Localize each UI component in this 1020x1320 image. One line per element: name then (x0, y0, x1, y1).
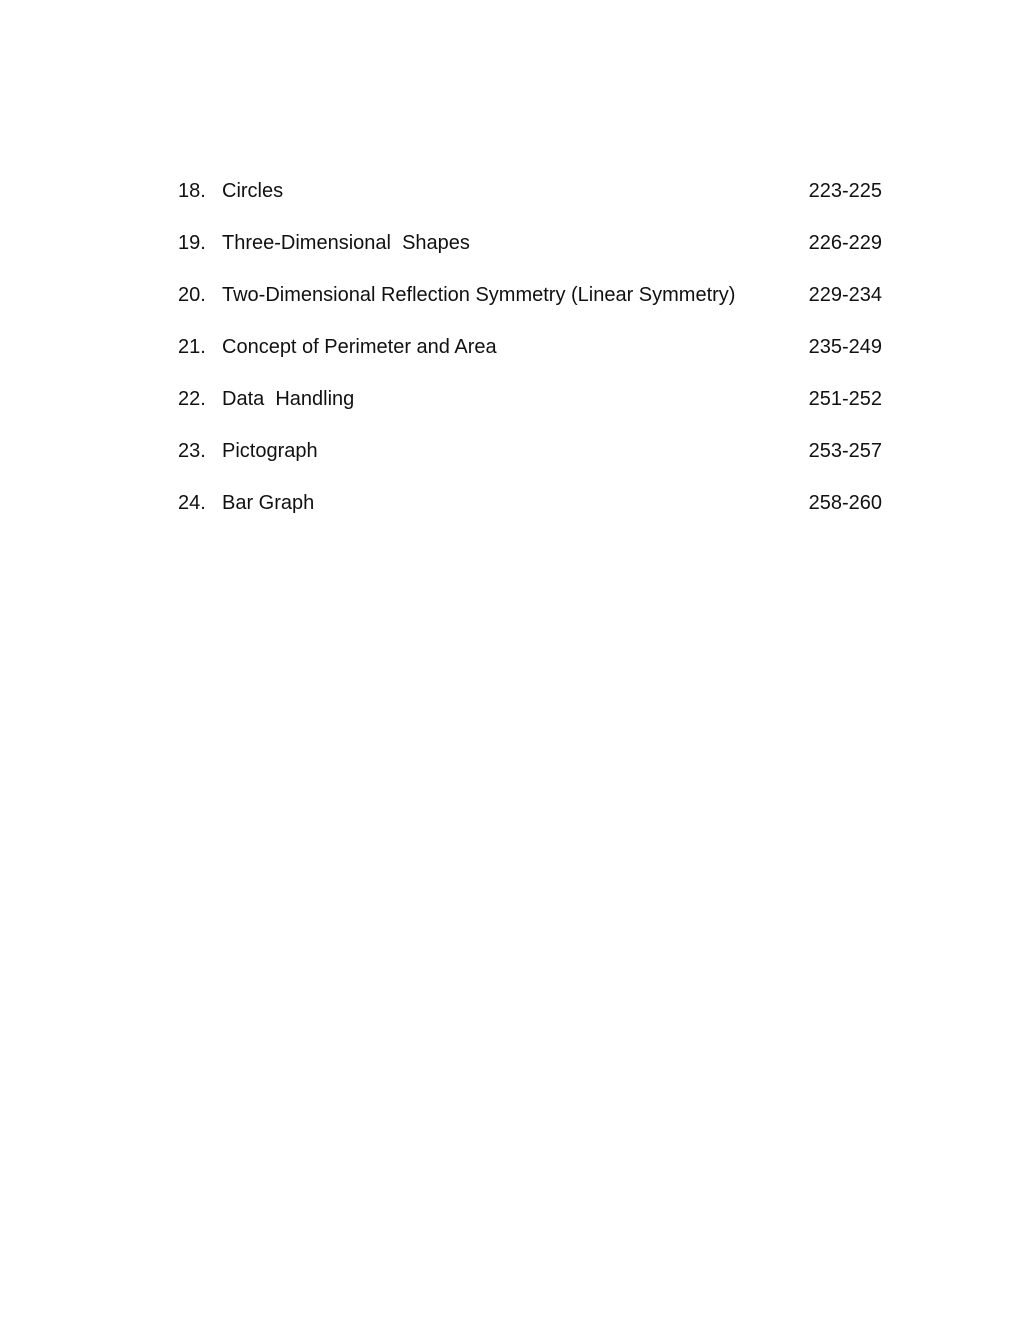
toc-entry-22 (178, 386, 882, 438)
toc-entry-title: Three-Dimensional Shapes (222, 232, 470, 254)
toc-entry-20 (178, 282, 882, 334)
toc-entry-title: Pictograph (222, 440, 318, 462)
toc-entry-21 (178, 334, 882, 386)
toc-entry-pages: 235-249 (808, 336, 882, 358)
toc-entry-title: Circles (222, 180, 284, 202)
toc-entry-number: 23. (178, 440, 206, 462)
table-of-contents (178, 178, 882, 542)
toc-entry-24 (178, 490, 882, 542)
toc-entry-pages: 223-225 (808, 180, 882, 202)
toc-entry-title: Data Handling (222, 388, 355, 410)
toc-entry-number: 19. (178, 232, 206, 254)
toc-entry-pages: 253-257 (808, 440, 882, 462)
toc-entry-number: 20. (178, 284, 206, 306)
toc-entry-title: Bar Graph (222, 492, 315, 514)
toc-entry-18 (178, 178, 882, 230)
toc-entry-number: 22. (178, 388, 206, 410)
toc-entry-19 (178, 230, 882, 282)
toc-entry-23 (178, 438, 882, 490)
toc-entry-title: Concept of Perimeter and Area (222, 336, 497, 358)
toc-entry-pages: 251-252 (808, 388, 882, 410)
toc-entry-pages: 226-229 (808, 232, 882, 254)
toc-entry-number: 18. (178, 180, 206, 202)
toc-entry-title: Two-Dimensional Reflection Symmetry (Linear Symmetry) (222, 284, 736, 306)
toc-entry-number: 21. (178, 336, 206, 358)
toc-entry-number: 24. (178, 492, 206, 514)
toc-entry-pages: 258-260 (808, 492, 882, 514)
toc-entry-pages: 229-234 (808, 284, 882, 306)
